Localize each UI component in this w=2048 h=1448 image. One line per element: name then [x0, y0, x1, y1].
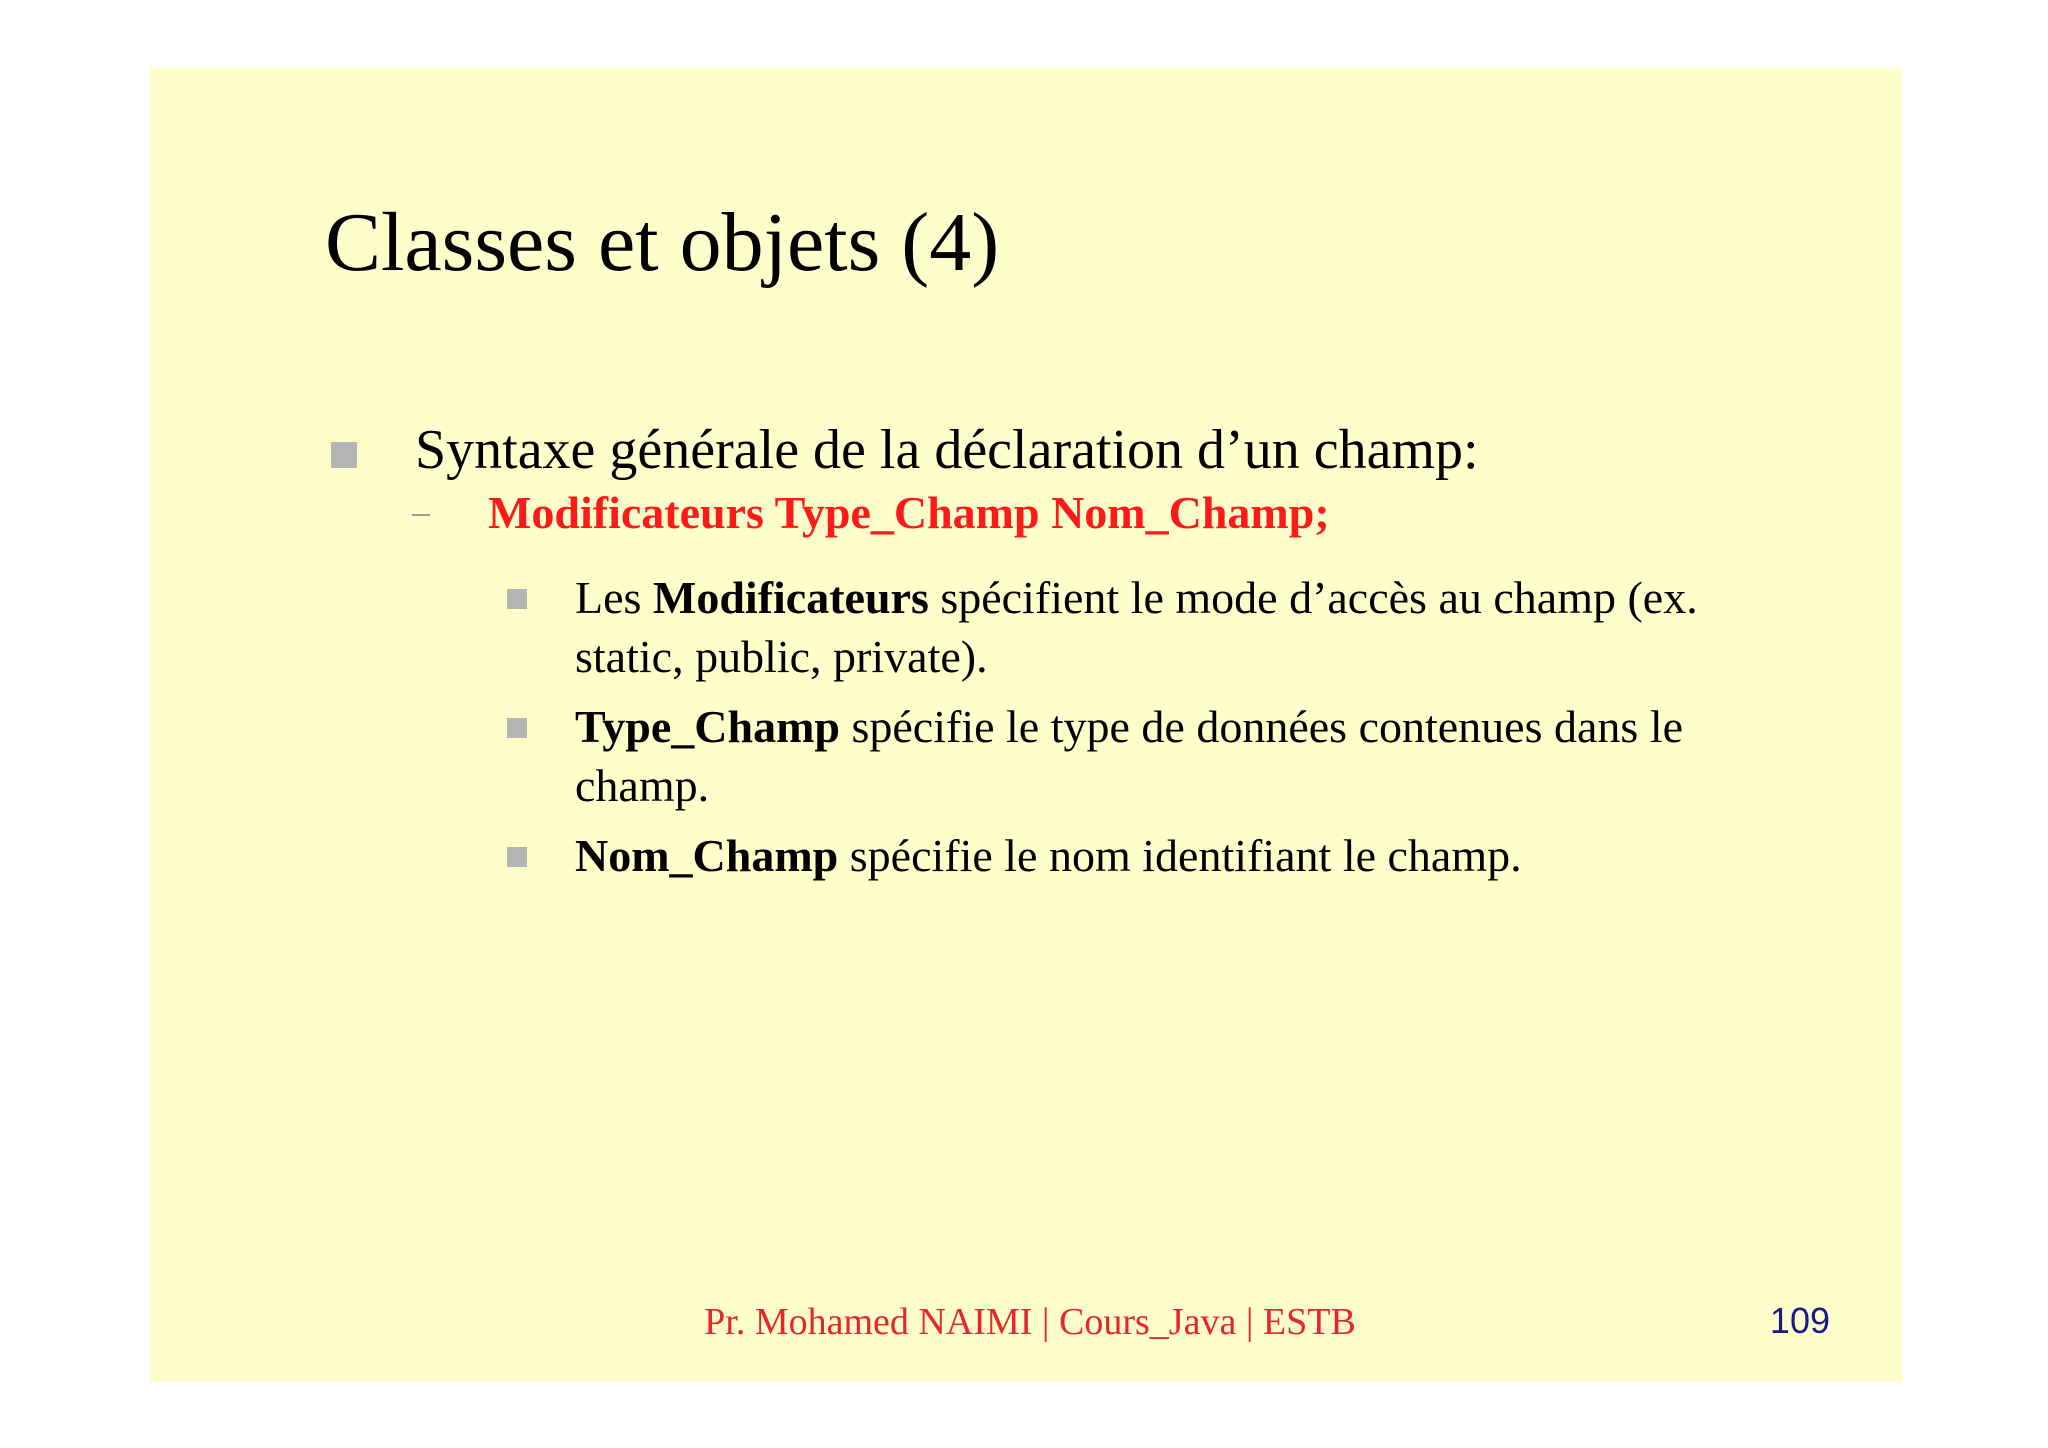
- square-bullet-icon: [507, 589, 527, 609]
- item-keyword: Modificateurs: [652, 572, 929, 623]
- item-keyword: Nom_Champ: [575, 830, 839, 881]
- item-description: spécifie le nom identifiant le champ.: [838, 830, 1522, 881]
- syntax-line: Modificateurs Type_Champ Nom_Champ;: [488, 487, 1330, 538]
- dash-bullet-icon: [412, 514, 430, 516]
- bullet-level1-text: Syntaxe générale de la déclaration d’un champ:: [415, 419, 1479, 481]
- page-number: 109: [1769, 1300, 1830, 1341]
- square-bullet-icon: [331, 442, 357, 468]
- slide: [150, 68, 1902, 1382]
- slide-footer: Pr. Mohamed NAIMI | Cours_Java | ESTB: [704, 1301, 1356, 1343]
- square-bullet-icon: [507, 847, 527, 867]
- square-bullet-icon: [507, 718, 527, 738]
- slide-title: Classes et objets (4): [325, 196, 1000, 289]
- list-item: [575, 568, 1795, 686]
- list-item: [575, 697, 1795, 815]
- item-description: spécifie le type de données contenues dans le champ.: [575, 701, 1684, 811]
- item-prefix: Les: [575, 572, 653, 623]
- list-item: [575, 826, 1795, 885]
- item-description: spécifient le mode d’accès au champ (ex. static, public, private).: [575, 572, 1698, 682]
- item-keyword: Type_Champ: [575, 701, 840, 752]
